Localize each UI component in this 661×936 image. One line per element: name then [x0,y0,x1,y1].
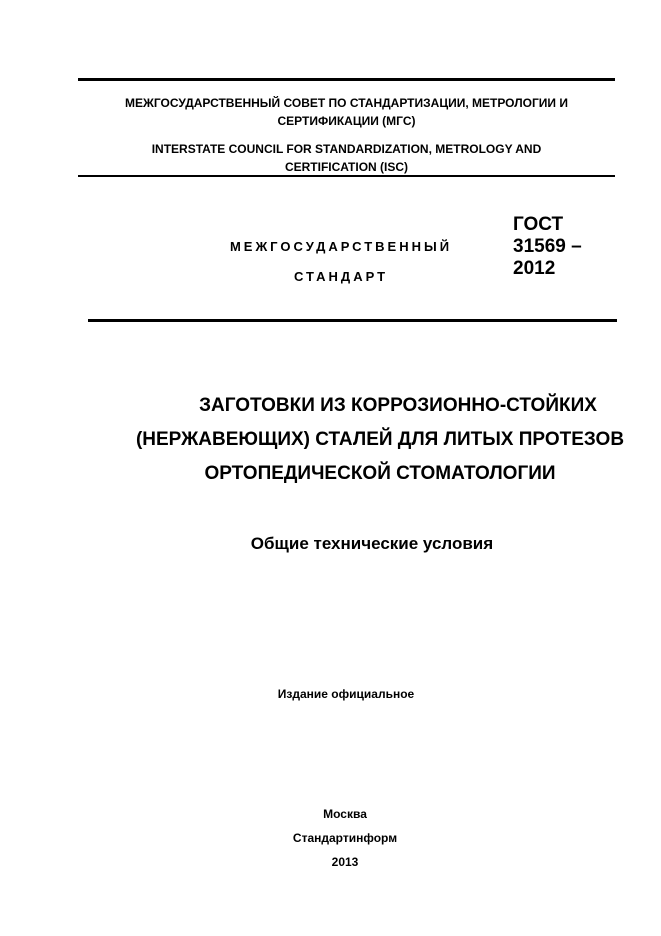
title-line-1: ЗАГОТОВКИ ИЗ КОРРОЗИОННО-СТОЙКИХ [199,395,597,416]
council-name-en [78,140,615,176]
imprint-publisher: Стандартинформ [292,831,398,845]
standard-type-line-1: МЕЖГОСУДАРСТВЕННЫЙ [229,239,453,254]
council-ru-line-2: СЕРТИФИКАЦИИ (МГС) [277,114,416,128]
gost-designation [513,214,623,280]
council-en-line-1: INTERSTATE COUNCIL FOR STANDARDIZATION, METROLOGY AND [151,142,542,156]
document-subtitle: Общие технические условия [250,534,494,553]
standard-type-line-2: СТАНДАРТ [293,269,389,284]
imprint-year: 2013 [331,855,359,869]
edition-label: Издание официальное [277,687,415,701]
gost-label: ГОСТ [513,214,564,235]
top-divider [78,78,615,81]
council-en-line-2: CERTIFICATION (ISC) [284,160,409,174]
council-ru-line-1: МЕЖГОСУДАРСТВЕННЫЙ СОВЕТ ПО СТАНДАРТИЗАЦИИ, МЕТРОЛОГИИ И [125,96,568,110]
standard-type [210,232,472,292]
title-divider [88,319,617,322]
document-title [108,389,652,491]
gost-number: 31569 – [513,236,582,257]
title-line-3: ОРТОПЕДИЧЕСКОЙ СТОМАТОЛОГИИ [204,463,556,484]
council-name-ru [78,94,615,130]
header-divider [78,175,615,177]
title-line-2: (НЕРЖАВЕЮЩИХ) СТАЛЕЙ ДЛЯ ЛИТЫХ ПРОТЕЗОВ [135,429,625,450]
imprint [245,802,445,874]
imprint-city: Москва [323,807,367,821]
gost-year: 2012 [513,258,556,279]
